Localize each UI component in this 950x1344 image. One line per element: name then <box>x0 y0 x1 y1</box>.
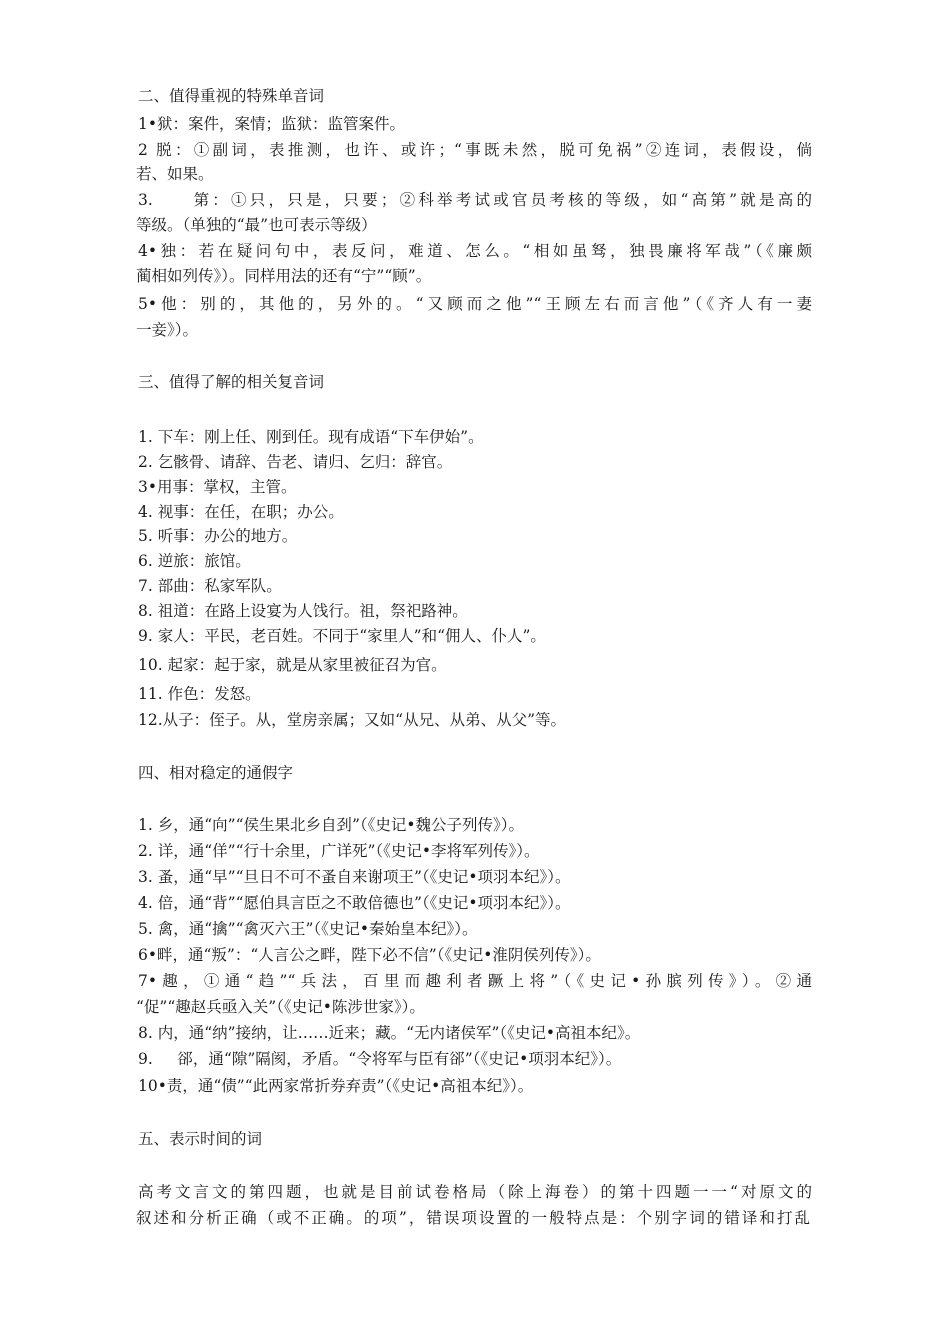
list-item: 1. 下车：刚上任、刚到任。现有成语“下车伊始”。 <box>138 428 484 446</box>
list-item: 12.从子：侄子。从，堂房亲属；又如“从兄、从弟、从父”等。 <box>138 711 567 729</box>
list-item: 11. 作色：发怒。 <box>138 685 261 703</box>
list-item: 5•他：别的，其他的，另外的。“又顾而之他”“王顾左右而言他”（《齐人有一妻 <box>138 295 812 313</box>
list-item-continuation: 蔺相如列传》）。同样用法的还有“宁”“顾”。 <box>136 267 432 285</box>
list-item: 9. 郤，通“隙”隔阂，矛盾。“令将军与臣有郤”（《史记•项羽本纪》）。 <box>138 1050 622 1068</box>
list-item: 2. 乞骸骨、请辞、告老、请归、乞归：辞官。 <box>138 453 453 471</box>
list-item: 3. 第：①只，只是，只要；②科举考试或官员考核的等级，如“高第”就是高的 <box>138 191 812 209</box>
list-item: 2 脱：①副词，表推测，也许、或许；“事既未然，脱可免祸”②连词，表假设，倘 <box>138 141 812 159</box>
list-item: 10. 起家：起于家，就是从家里被征召为官。 <box>138 656 447 674</box>
list-item: 6•畔，通“叛”：“人言公之畔，陛下必不信”（《史记•淮阴侯列传》）。 <box>138 946 601 964</box>
list-item: 3•用事：掌权，主管。 <box>138 478 297 496</box>
list-item: 1•狱：案件，案情；监狱：监管案件。 <box>138 115 406 133</box>
list-item: 10•责，通“债”“此两家常折券弃责”（《史记•高祖本纪》）。 <box>138 1077 534 1095</box>
list-item: 3. 蚤，通“早”“旦日不可不蚤自来谢项王”（《史记•项羽本纪》）。 <box>138 868 571 886</box>
list-item-continuation: “促”“趣赵兵亟入关”（《史记•陈涉世家》）。 <box>136 998 425 1016</box>
paragraph-line: 高考文言文的第四题，也就是目前试卷格局（除上海卷）的第十四题一一“对原文的 <box>138 1183 812 1201</box>
list-item: 2. 详，通“佯”“行十余里，广详死”（《史记•李将军列传》）。 <box>138 842 540 860</box>
list-item-continuation: 等级。（单独的“最”也可表示等级） <box>136 216 377 234</box>
list-item: 4•独：若在疑问句中，表反问，难道、怎么。“相如虽驽，独畏廉将军哉”（《廉颇 <box>138 242 812 260</box>
list-item: 9. 家人：平民，老百姓。不同于“家里人”和“佣人、仆人”。 <box>138 627 546 645</box>
list-item: 4. 视事：在任，在职；办公。 <box>138 503 344 521</box>
list-item-continuation: 若、如果。 <box>136 165 214 183</box>
list-item: 8. 内，通“纳”接纳，让……近来；藏。“无内诸侯军”（《史记•高祖本纪》。 <box>138 1024 641 1042</box>
paragraph-line: 叙述和分析正确（或不正确。的项”，错误项设置的一般特点是：个别字词的错译和打乱 <box>136 1209 810 1227</box>
section-heading-2: 二、值得重视的特殊单音词 <box>138 87 325 105</box>
section-heading-3: 三、值得了解的相关复音词 <box>138 373 325 391</box>
list-item: 7. 部曲：私家军队。 <box>138 577 282 595</box>
list-item: 6. 逆旅：旅馆。 <box>138 552 251 570</box>
list-item: 7•趣，①通“趋”“兵法，百里而趣利者蹶上将”（《史记•孙膑列传》）。②通 <box>138 972 812 990</box>
list-item: 5. 禽，通“擒”“禽灭六王”（《史记•秦始皇本纪》）。 <box>138 920 478 938</box>
list-item: 8. 祖道：在路上设宴为人饯行。祖，祭祀路神。 <box>138 602 468 620</box>
list-item-continuation: 一妾》）。 <box>136 321 199 339</box>
list-item: 1. 乡，通“向”“侯生果北乡自刭”（《史记•魏公子列传》）。 <box>138 816 525 834</box>
section-heading-4: 四、相对稳定的通假字 <box>138 764 294 782</box>
list-item: 4. 倍，通“背”“愿伯具言臣之不敢倍德也”（《史记•项羽本纪》）。 <box>138 894 571 912</box>
list-item: 5. 听事：办公的地方。 <box>138 527 298 545</box>
section-heading-5: 五、表示时间的词 <box>138 1130 263 1148</box>
